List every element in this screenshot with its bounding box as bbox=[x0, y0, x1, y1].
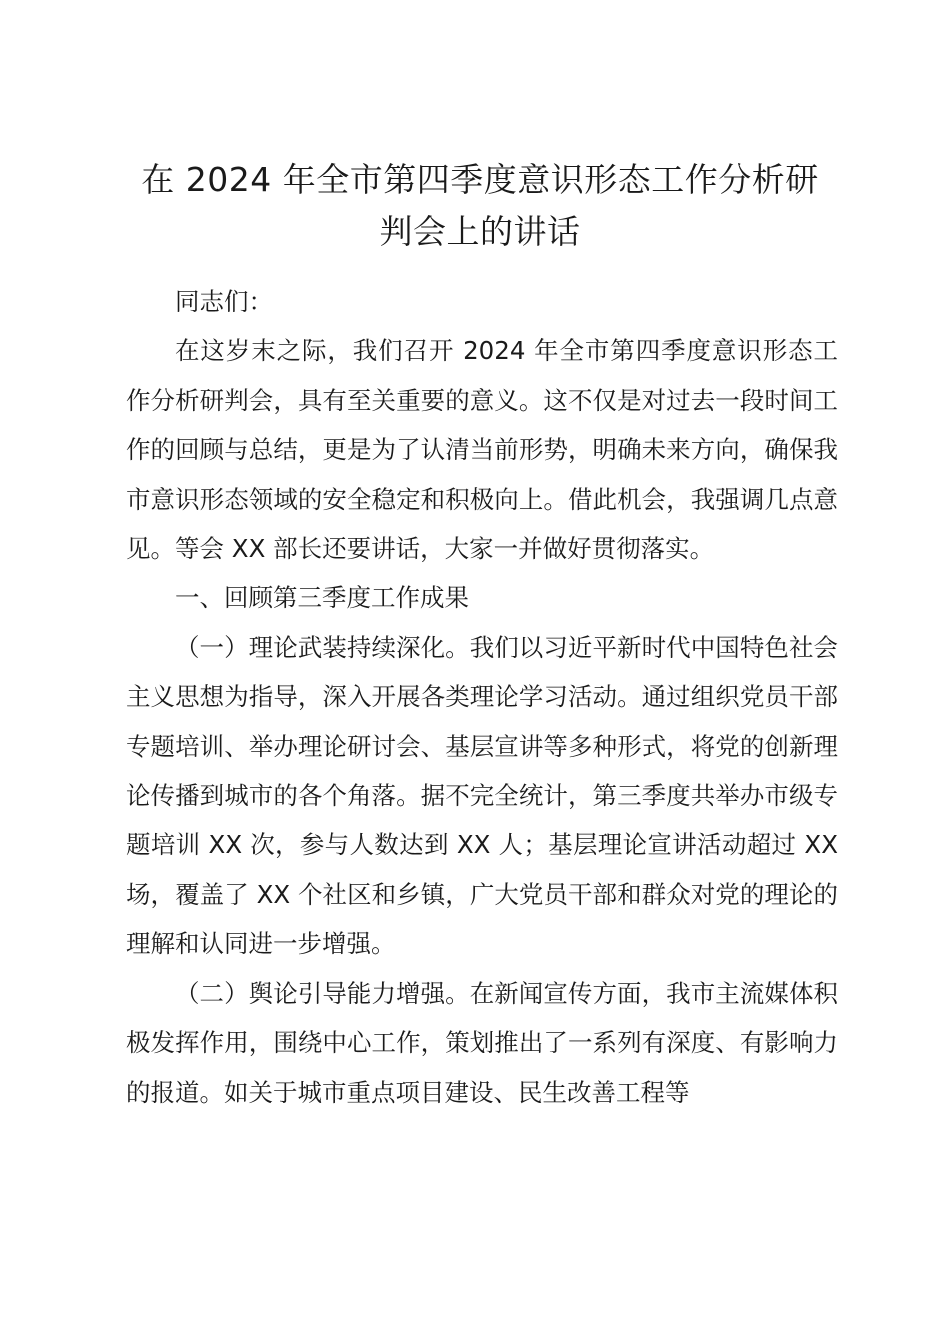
salutation: 同志们： bbox=[175, 287, 273, 316]
document-title: 在 2024 年全市第四季度意识形态工作分析研判会上的讲话 bbox=[141, 160, 819, 251]
document-body bbox=[126, 277, 838, 1117]
section-heading: 一、回顾第三季度工作成果 bbox=[175, 583, 469, 613]
paragraph-theory: （一）理论武装持续深化。我们以习近平新时代中国特色社会主义思想为指导，深入开展各类理论学习活动。通过组织党员干部专题培训、举办理论研讨会、基层宣讲等多种形式，将党的创新理论传播到城市的各个角落。据不完全统计，第三季度共举办市级专题培训 XX 次，参与人数达到 XX 人；基层理论宣讲活动超过 XX 场，覆盖了 XX 个社区和乡镇，广大党员干部和群众对党的理论的理解和认同进一步增强。 bbox=[126, 632, 838, 959]
paragraph-public-opinion: （二）舆论引导能力增强。在新闻宣传方面，我市主流媒体积极发挥作用，围绕中心工作，策划推出了一系列有深度、有影响力的报道。如关于城市重点项目建设、民生改善工程等 bbox=[126, 978, 838, 1107]
paragraph-intro: 在这岁末之际，我们召开 2024 年全市第四季度意识形态工作分析研判会，具有至关重要的意义。这不仅是对过去一段时间工作的回顾与总结，更是为了认清当前形势，明确未来方向，确保我市意识形态领域的安全稳定和积极向上。借此机会，我强调几点意见。等会 XX 部长还要讲话，大家一并做好贯彻落实。 bbox=[126, 336, 838, 564]
